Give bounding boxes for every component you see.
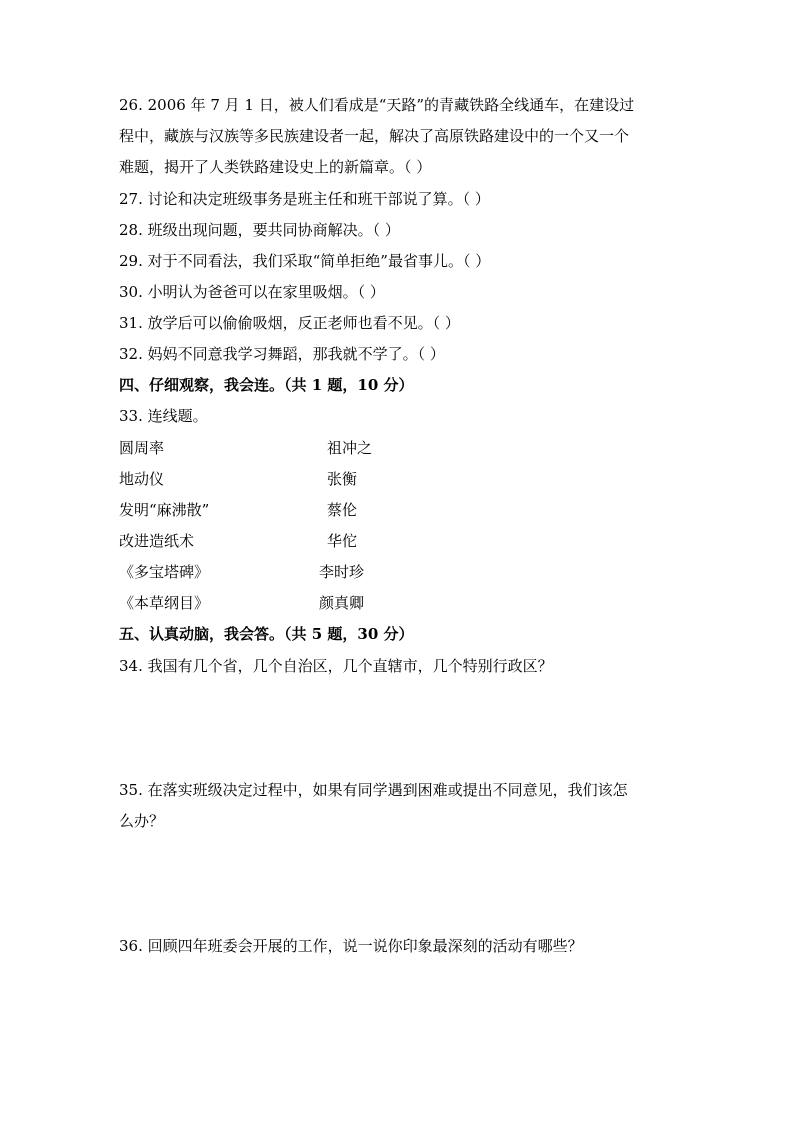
question-26-line-3: 难题，揭开了人类铁路建设史上的新篇章。（ ） xyxy=(119,158,432,176)
match-right-6: 颜真卿 xyxy=(319,594,365,612)
match-left-3: 发明“麻沸散” xyxy=(119,501,210,519)
match-right-1: 祖冲之 xyxy=(327,439,373,457)
question-26-line-2: 程中，藏族与汉族等多民族建设者一起，解决了高原铁路建设中的一个又一个 xyxy=(119,127,630,145)
question-34: 34. 我国有几个省，几个自治区，几个直辖市，几个特别行政区？ xyxy=(119,657,553,675)
question-32: 32. 妈妈不同意我学习舞蹈，那我就不学了。（ ） xyxy=(119,345,445,363)
question-27: 27. 讨论和决定班级事务是班主任和班干部说了算。（ ） xyxy=(119,190,490,208)
match-right-3: 蔡伦 xyxy=(327,501,358,519)
match-left-2: 地动仪 xyxy=(119,470,165,488)
section-5-heading: 五、认真动脑，我会答。（共 5 题，30 分） xyxy=(119,625,414,643)
match-left-1: 圆周率 xyxy=(119,439,165,457)
match-left-5: 《多宝塔碑》 xyxy=(119,563,210,581)
question-36: 36. 回顾四年班委会开展的工作，说一说你印象最深刻的活动有哪些？ xyxy=(119,937,583,955)
match-right-2: 张衡 xyxy=(327,470,358,488)
question-35-line-1: 35. 在落实班级决定过程中，如果有同学遇到困难或提出不同意见，我们该怎 xyxy=(119,781,628,799)
section-4-heading: 四、仔细观察，我会连。（共 1 题，10 分） xyxy=(119,376,414,394)
question-33: 33. 连线题。 xyxy=(119,407,208,425)
match-left-6: 《本草纲目》 xyxy=(119,594,210,612)
question-28: 28. 班级出现问题，要共同协商解决。（ ） xyxy=(119,221,400,239)
question-29: 29. 对于不同看法，我们采取“简单拒绝”最省事儿。（ ） xyxy=(119,252,491,270)
question-30: 30. 小明认为爸爸可以在家里吸烟。（ ） xyxy=(119,283,385,301)
question-31: 31. 放学后可以偷偷吸烟，反正老师也看不见。（ ） xyxy=(119,314,460,332)
question-26-line-1: 26. 2006 年 7 月 1 日，被人们看成是“天路”的青藏铁路全线通车，在建设过 xyxy=(119,96,635,114)
match-right-4: 华佗 xyxy=(327,532,358,550)
question-35-line-2: 么办？ xyxy=(119,812,165,830)
match-right-5: 李时珍 xyxy=(319,563,365,581)
match-left-4: 改进造纸术 xyxy=(119,532,195,550)
